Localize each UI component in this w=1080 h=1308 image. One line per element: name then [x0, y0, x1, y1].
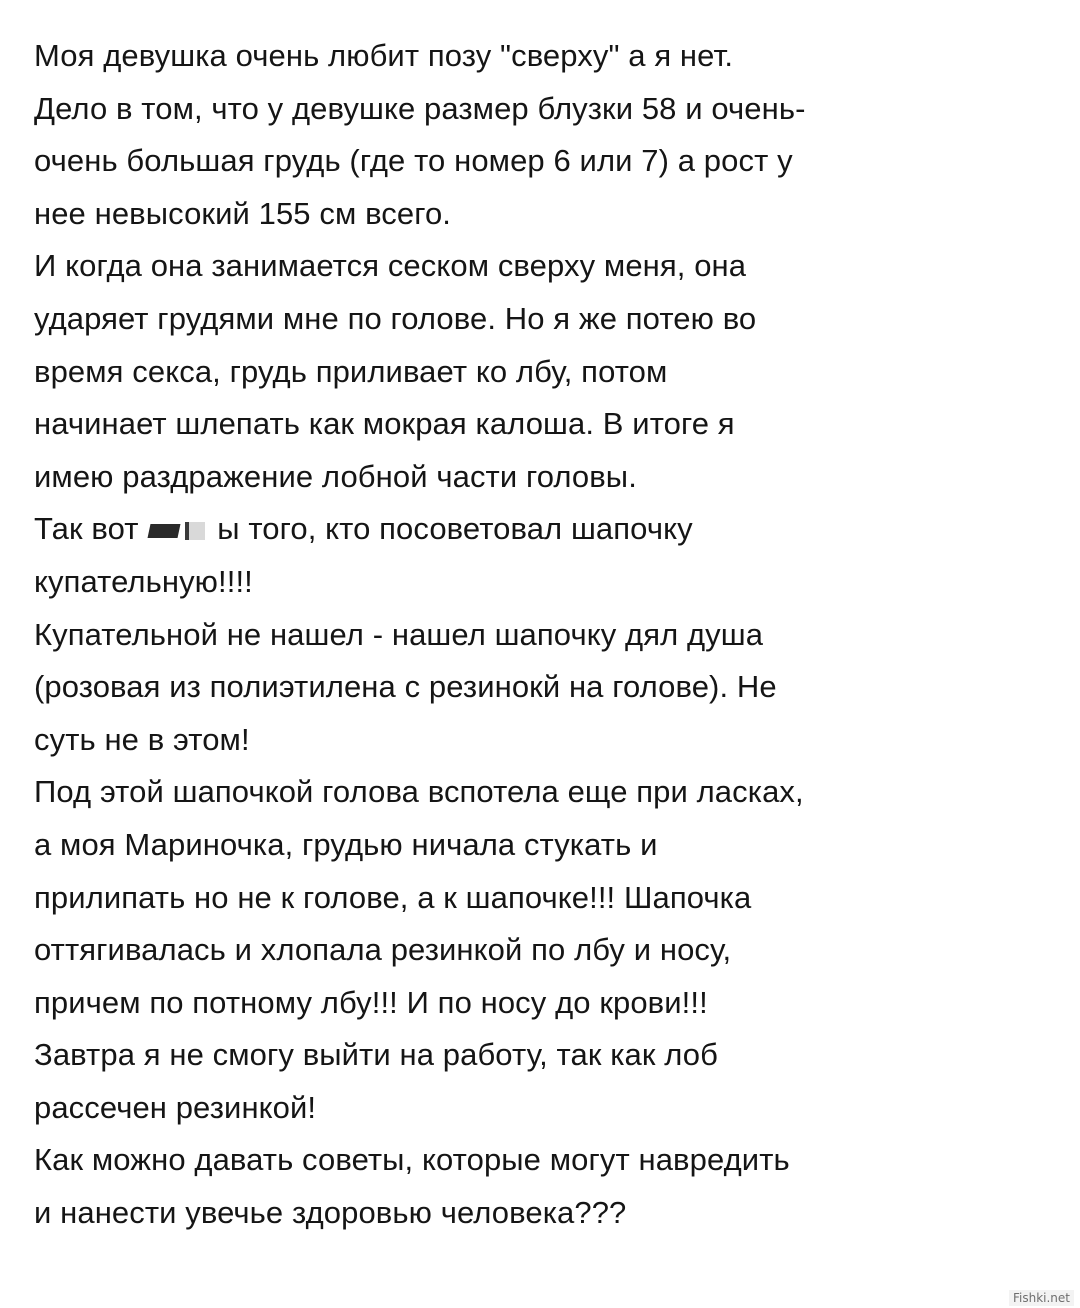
text-line-17: прилипать но не к голове, а к шапочке!!! Шапочка [34, 879, 752, 915]
text-line-14: суть не в этом! [34, 721, 250, 757]
text-line-5: И когда она занимается сеском сверху меня, она [34, 248, 747, 284]
text-line-8: начинает шлепать как мокрая калоша. В итоге я [34, 406, 735, 442]
text-line-15: Под этой шапочкой голова вспотела еще при ласках, [34, 774, 804, 810]
text-line-12: Купательной не нашел - нашел шапочку дял душа [34, 616, 764, 652]
text-line-19: причем по потному лбу!!! И по носу до крови!!! [34, 984, 708, 1020]
text-line-1: Моя девушка очень любит позу "сверху" а я нет. [34, 38, 734, 73]
text-line-23: и нанести увечье здоровью человека??? [34, 1195, 627, 1231]
text-line-9: имею раздражение лобной части головы. [34, 458, 637, 494]
text-line-16: а моя Мариночка, грудью ничала стукать и [34, 826, 658, 862]
text-line-22: Как можно давать советы, которые могут навредить [34, 1142, 790, 1178]
text-line-11: купательную!!!! [34, 563, 253, 599]
post-text [34, 30, 1054, 1240]
text-line-13: (розовая из полиэтилена с резинокй на голове). Не [34, 669, 777, 705]
text-line-10 [34, 503, 1054, 556]
text-line-3: очень большая грудь (где то номер 6 или 7) а рост у [34, 143, 793, 179]
text-line-4: нее невысокий 155 см всего. [34, 195, 452, 231]
text-line-20: Завтра я не смогу выйти на работу, так как лоб [34, 1037, 718, 1073]
text-line-10-end: ы того, кто посоветовал шапочку [217, 511, 693, 547]
text-line-2: Дело в том, что у девушке размер блузки 58 и очень- [34, 90, 806, 126]
text-line-10-start: Так вот [34, 511, 139, 547]
text-line-7: время секса, грудь приливает ко лбу, потом [34, 353, 668, 389]
text-line-21: рассечен резинкой! [34, 1089, 317, 1125]
text-line-18: оттягивалась и хлопала резинкой по лбу и носу, [34, 932, 732, 968]
censored-word [149, 518, 215, 540]
text-line-6: ударяет грудями мне по голове. Но я же потею во [34, 300, 757, 336]
watermark: Fishki.net [1009, 1290, 1074, 1306]
